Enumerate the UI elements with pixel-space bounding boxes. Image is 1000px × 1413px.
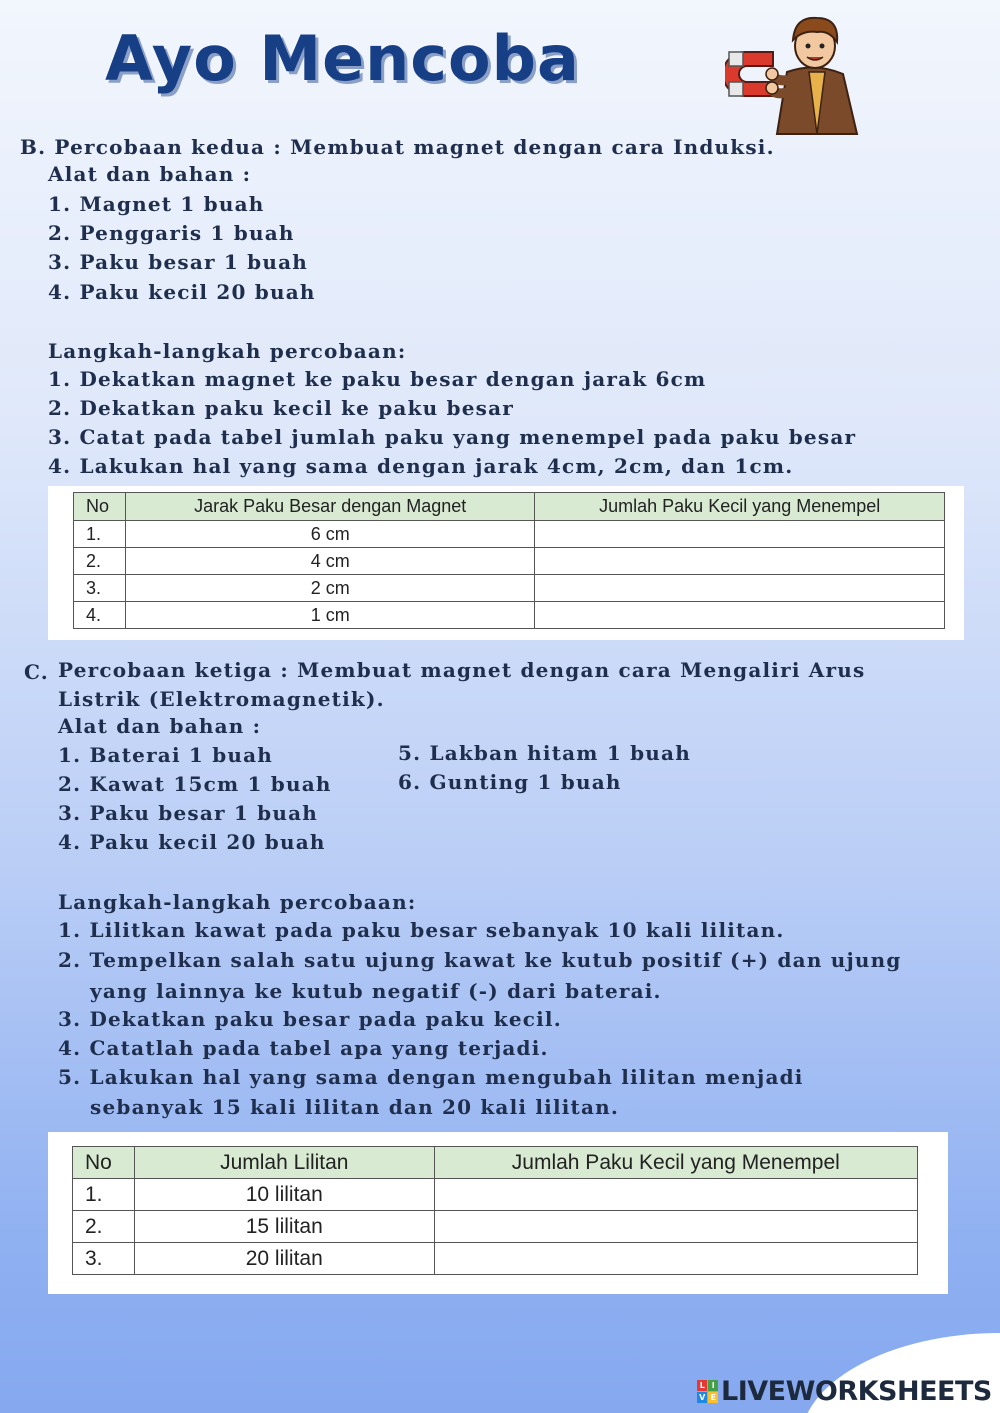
section-c-step: 1. Lilitkan kawat pada paku besar sebanyak 10 kali lilitan.	[58, 918, 785, 942]
table-b-cell-answer[interactable]	[535, 602, 945, 629]
table-c-cell-answer[interactable]	[434, 1211, 917, 1243]
table-c-header-coils: Jumlah Lilitan	[134, 1147, 434, 1179]
table-b	[73, 492, 945, 629]
table-row	[73, 1243, 918, 1275]
liveworksheets-brand[interactable]	[697, 1376, 992, 1407]
section-c-step: sebanyak 15 kali lilitan dan 20 kali lilitan.	[90, 1095, 620, 1119]
table-b-cell-answer[interactable]	[535, 548, 945, 575]
section-c-material-item: 5. Lakban hitam 1 buah	[398, 741, 691, 765]
table-b-cell-distance: 6 cm	[125, 521, 534, 548]
section-c-heading-line2: Listrik (Elektromagnetik).	[58, 687, 385, 711]
table-c-cell-no: 2.	[73, 1211, 135, 1243]
section-c-material-item: 6. Gunting 1 buah	[398, 770, 622, 794]
section-b-material-item: 1. Magnet 1 buah	[48, 192, 265, 216]
logo-letter: V	[697, 1392, 707, 1403]
section-b-material-item: 3. Paku besar 1 buah	[48, 250, 308, 274]
table-row	[73, 1211, 918, 1243]
table-c-header-no: No	[73, 1147, 135, 1179]
table-row	[73, 1179, 918, 1211]
section-b-step: 3. Catat pada tabel jumlah paku yang menempel pada paku besar	[48, 425, 857, 449]
table-b-container	[48, 486, 964, 640]
table-b-cell-no: 3.	[74, 575, 126, 602]
section-c-step: 5. Lakukan hal yang sama dengan mengubah lilitan menjadi	[58, 1065, 804, 1089]
section-b-material-item: 4. Paku kecil 20 buah	[48, 280, 316, 304]
brand-name: LIVEWORKSHEETS	[721, 1376, 992, 1407]
table-b-header-distance: Jarak Paku Besar dengan Magnet	[125, 493, 534, 521]
table-b-cell-no: 2.	[74, 548, 126, 575]
logo-letter: I	[708, 1380, 718, 1391]
table-c-cell-coils: 10 lilitan	[134, 1179, 434, 1211]
section-c-steps-label: Langkah-langkah percobaan:	[58, 890, 417, 914]
section-c-material-item: 3. Paku besar 1 buah	[58, 801, 318, 825]
table-c-cell-answer[interactable]	[434, 1179, 917, 1211]
table-row	[74, 548, 945, 575]
page-title: Ayo Mencoba	[105, 22, 580, 95]
table-c-cell-answer[interactable]	[434, 1243, 917, 1275]
section-b-material-item: 2. Penggaris 1 buah	[48, 221, 295, 245]
table-c-cell-coils: 20 lilitan	[134, 1243, 434, 1275]
table-b-cell-answer[interactable]	[535, 521, 945, 548]
table-b-cell-distance: 2 cm	[125, 575, 534, 602]
section-c-step: yang lainnya ke kutub negatif (-) dari baterai.	[90, 979, 662, 1003]
section-c-marker: C.	[24, 660, 49, 684]
logo-letter: E	[708, 1392, 718, 1403]
table-c	[72, 1146, 918, 1275]
section-c-step: 4. Catatlah pada tabel apa yang terjadi.	[58, 1036, 549, 1060]
table-c-cell-no: 1.	[73, 1179, 135, 1211]
section-b-heading: B. Percobaan kedua : Membuat magnet dengan cara Induksi.	[20, 135, 775, 159]
table-b-cell-no: 1.	[74, 521, 126, 548]
table-b-header-count: Jumlah Paku Kecil yang Menempel	[535, 493, 945, 521]
boy-with-magnet-illustration	[725, 12, 875, 137]
table-c-cell-no: 3.	[73, 1243, 135, 1275]
section-b-step: 2. Dekatkan paku kecil ke paku besar	[48, 396, 515, 420]
table-row	[74, 575, 945, 602]
logo-letter: L	[697, 1380, 707, 1391]
section-c-step: 3. Dekatkan paku besar pada paku kecil.	[58, 1007, 562, 1031]
liveworksheets-logo-icon	[697, 1380, 718, 1403]
table-row	[74, 602, 945, 629]
section-b-steps-label: Langkah-langkah percobaan:	[48, 339, 407, 363]
table-c-container	[48, 1132, 948, 1294]
table-b-cell-no: 4.	[74, 602, 126, 629]
section-b-step: 4. Lakukan hal yang sama dengan jarak 4cm, 2cm, dan 1cm.	[48, 454, 794, 478]
section-b-step: 1. Dekatkan magnet ke paku besar dengan jarak 6cm	[48, 367, 707, 391]
table-b-cell-distance: 1 cm	[125, 602, 534, 629]
section-c-material-item: 4. Paku kecil 20 buah	[58, 830, 326, 854]
table-b-cell-distance: 4 cm	[125, 548, 534, 575]
table-b-cell-answer[interactable]	[535, 575, 945, 602]
table-c-header-count: Jumlah Paku Kecil yang Menempel	[434, 1147, 917, 1179]
table-row	[74, 521, 945, 548]
section-b-materials-label: Alat dan bahan :	[48, 162, 252, 186]
table-b-header-no: No	[74, 493, 126, 521]
section-c-materials-label: Alat dan bahan :	[58, 714, 262, 738]
section-c-heading-line1: Percobaan ketiga : Membuat magnet dengan cara Mengaliri Arus	[58, 658, 866, 682]
table-c-cell-coils: 15 lilitan	[134, 1211, 434, 1243]
section-c-material-item: 1. Baterai 1 buah	[58, 743, 274, 767]
section-c-material-item: 2. Kawat 15cm 1 buah	[58, 772, 332, 796]
section-c-step: 2. Tempelkan salah satu ujung kawat ke kutub positif (+) dan ujung	[58, 948, 902, 972]
